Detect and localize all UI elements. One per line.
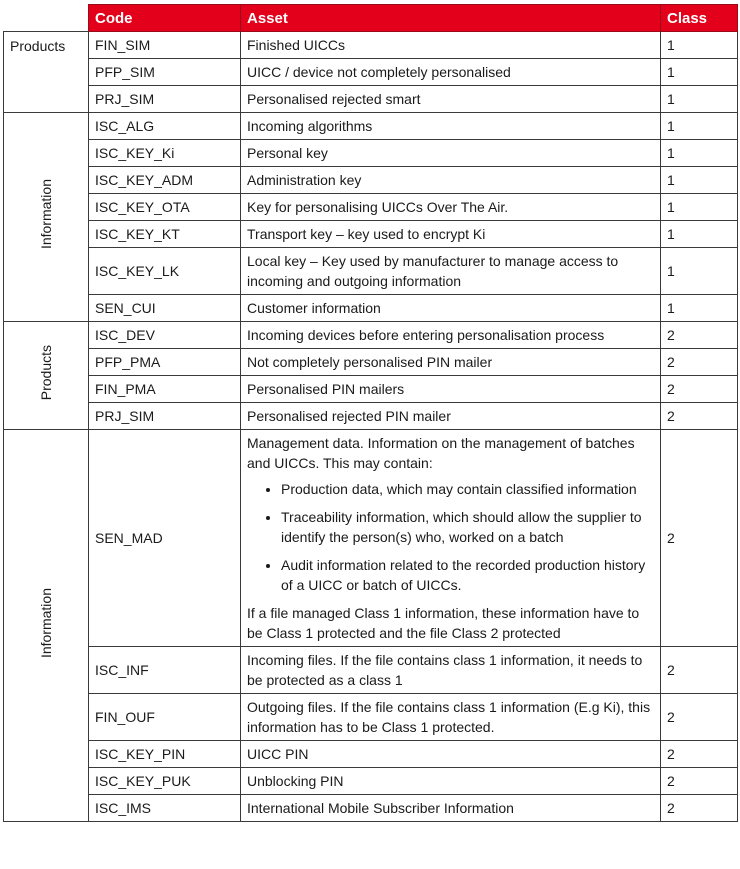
class-cell: 1 bbox=[661, 32, 738, 59]
class-cell: 1 bbox=[661, 194, 738, 221]
table-row bbox=[4, 403, 738, 430]
table-row bbox=[4, 349, 738, 376]
table-row bbox=[4, 248, 738, 295]
list-item: • Traceability information, which should allow the supplier to identify the person(s) who, worked on a batch bbox=[281, 507, 654, 547]
code-cell: ISC_KEY_LK bbox=[89, 248, 241, 295]
asset-classification-table bbox=[3, 4, 738, 822]
asset-cell: Outgoing files. If the file contains class 1 information (E.g Ki), this information has to be Class 1 protected. bbox=[241, 694, 661, 741]
table-row bbox=[4, 322, 738, 349]
table-row bbox=[4, 194, 738, 221]
asset-cell: Finished UICCs bbox=[241, 32, 661, 59]
management-data-intro: Management data. Information on the management of batches and UICCs. This may contain: bbox=[247, 435, 635, 471]
table-row bbox=[4, 113, 738, 140]
class-cell: 1 bbox=[661, 86, 738, 113]
group-label-information-2: Information bbox=[38, 587, 54, 659]
asset-cell: Personalised PIN mailers bbox=[241, 376, 661, 403]
group-cell-products-2 bbox=[4, 322, 89, 430]
asset-cell: UICC / device not completely personalised bbox=[241, 59, 661, 86]
table-header-row bbox=[4, 5, 738, 32]
class-cell: 1 bbox=[661, 113, 738, 140]
asset-cell: Personal key bbox=[241, 140, 661, 167]
management-data-list bbox=[247, 479, 654, 595]
class-cell: 1 bbox=[661, 295, 738, 322]
code-cell: SEN_MAD bbox=[89, 430, 241, 647]
code-cell: FIN_SIM bbox=[89, 32, 241, 59]
asset-cell: Unblocking PIN bbox=[241, 768, 661, 795]
management-data-outro: If a file managed Class 1 information, these information have to be Class 1 protected and the file Class 2 protected bbox=[247, 605, 640, 641]
asset-cell: Customer information bbox=[241, 295, 661, 322]
class-cell: 2 bbox=[661, 694, 738, 741]
asset-cell: Personalised rejected smart bbox=[241, 86, 661, 113]
asset-cell-management-data bbox=[241, 430, 661, 647]
table-row bbox=[4, 221, 738, 248]
code-cell: PRJ_SIM bbox=[89, 86, 241, 113]
class-cell: 1 bbox=[661, 167, 738, 194]
code-cell: ISC_KEY_OTA bbox=[89, 194, 241, 221]
class-cell: 1 bbox=[661, 140, 738, 167]
asset-cell: Incoming algorithms bbox=[241, 113, 661, 140]
asset-cell: Key for personalising UICCs Over The Air. bbox=[241, 194, 661, 221]
header-asset: Asset bbox=[241, 5, 661, 32]
table-row bbox=[4, 768, 738, 795]
code-cell: PFP_PMA bbox=[89, 349, 241, 376]
class-cell: 2 bbox=[661, 795, 738, 822]
code-cell: SEN_CUI bbox=[89, 295, 241, 322]
group-label-products-2: Products bbox=[38, 345, 54, 401]
table-row bbox=[4, 140, 738, 167]
list-item: • Audit information related to the recorded production history of a UICC or batch of UICCs. bbox=[281, 555, 654, 595]
asset-cell: Incoming devices before entering personalisation process bbox=[241, 322, 661, 349]
table-row bbox=[4, 295, 738, 322]
table-row bbox=[4, 59, 738, 86]
table-row bbox=[4, 741, 738, 768]
group-cell-information-2 bbox=[4, 430, 89, 822]
class-cell: 2 bbox=[661, 741, 738, 768]
code-cell: ISC_KEY_KT bbox=[89, 221, 241, 248]
code-cell: ISC_KEY_PUK bbox=[89, 768, 241, 795]
table-row bbox=[4, 167, 738, 194]
code-cell: ISC_KEY_Ki bbox=[89, 140, 241, 167]
list-item: • Production data, which may contain classified information bbox=[281, 479, 654, 499]
class-cell: 2 bbox=[661, 376, 738, 403]
code-cell: FIN_OUF bbox=[89, 694, 241, 741]
code-cell: PRJ_SIM bbox=[89, 403, 241, 430]
class-cell: 2 bbox=[661, 430, 738, 647]
class-cell: 2 bbox=[661, 322, 738, 349]
class-cell: 2 bbox=[661, 647, 738, 694]
table-row bbox=[4, 430, 738, 647]
asset-cell: Local key – Key used by manufacturer to manage access to incoming and outgoing information bbox=[241, 248, 661, 295]
asset-cell: Incoming files. If the file contains class 1 information, it needs to be protected as a class 1 bbox=[241, 647, 661, 694]
table-row bbox=[4, 86, 738, 113]
asset-cell: Transport key – key used to encrypt Ki bbox=[241, 221, 661, 248]
header-group-cell bbox=[4, 5, 89, 32]
table-row bbox=[4, 694, 738, 741]
code-cell: ISC_IMS bbox=[89, 795, 241, 822]
asset-cell: Administration key bbox=[241, 167, 661, 194]
asset-cell: International Mobile Subscriber Information bbox=[241, 795, 661, 822]
code-cell: ISC_DEV bbox=[89, 322, 241, 349]
asset-cell: UICC PIN bbox=[241, 741, 661, 768]
header-class: Class bbox=[661, 5, 738, 32]
group-cell-information-1 bbox=[4, 113, 89, 322]
header-code: Code bbox=[89, 5, 241, 32]
code-cell: ISC_KEY_ADM bbox=[89, 167, 241, 194]
code-cell: FIN_PMA bbox=[89, 376, 241, 403]
code-cell: ISC_INF bbox=[89, 647, 241, 694]
asset-cell: Personalised rejected PIN mailer bbox=[241, 403, 661, 430]
class-cell: 1 bbox=[661, 248, 738, 295]
class-cell: 2 bbox=[661, 349, 738, 376]
group-label-information-1: Information bbox=[38, 179, 54, 250]
asset-cell: Not completely personalised PIN mailer bbox=[241, 349, 661, 376]
class-cell: 1 bbox=[661, 59, 738, 86]
code-cell: ISC_KEY_PIN bbox=[89, 741, 241, 768]
group-label-products-1: Products bbox=[4, 32, 89, 113]
table-row bbox=[4, 376, 738, 403]
table-row bbox=[4, 795, 738, 822]
class-cell: 2 bbox=[661, 768, 738, 795]
class-cell: 1 bbox=[661, 221, 738, 248]
class-cell: 2 bbox=[661, 403, 738, 430]
table-row bbox=[4, 32, 738, 59]
table-row bbox=[4, 647, 738, 694]
code-cell: ISC_ALG bbox=[89, 113, 241, 140]
code-cell: PFP_SIM bbox=[89, 59, 241, 86]
